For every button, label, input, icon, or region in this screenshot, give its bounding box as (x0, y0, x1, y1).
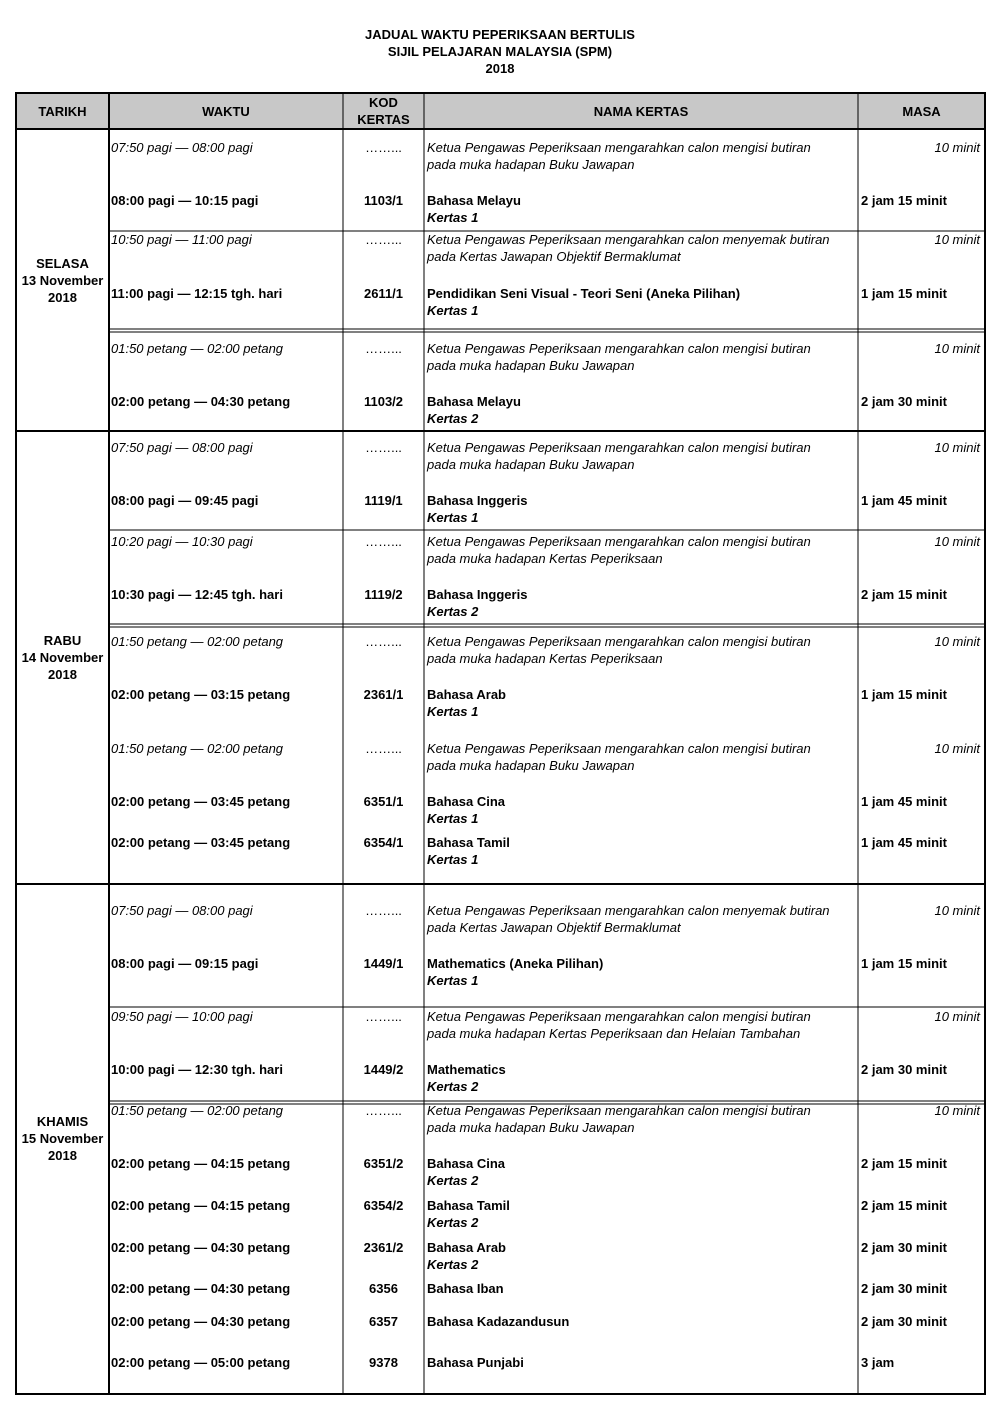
row-nama-kertas: Bahasa Cina (427, 794, 506, 809)
row-kertas-number: Kertas 1 (427, 210, 479, 225)
row-nama-kertas-line2: pada muka hadapan Buku Jawapan (427, 457, 635, 472)
row-kod-kertas: 1103/2 (363, 394, 404, 409)
row-kod-kertas: ……... (365, 1103, 402, 1118)
row-nama-kertas-line2: pada Kertas Jawapan Objektif Bermaklumat (427, 920, 681, 935)
row-time: 08:00 pagi — 09:15 pagi (111, 956, 259, 971)
row-masa: 10 minit (934, 1103, 980, 1118)
row-masa: 2 jam 30 minit (861, 1314, 947, 1329)
row-nama-kertas: Mathematics (427, 1062, 506, 1077)
row-masa: 1 jam 45 minit (861, 794, 947, 809)
row-masa: 2 jam 30 minit (861, 1062, 947, 1077)
row-time: 10:50 pagi — 11:00 pagi (111, 232, 252, 247)
day-2-year: 2018 (48, 667, 77, 682)
row-masa: 2 jam 30 minit (861, 1240, 947, 1255)
row-time: 07:50 pagi — 08:00 pagi (111, 440, 253, 455)
row-time: 02:00 petang — 04:15 petang (111, 1156, 291, 1171)
row-nama-kertas: Bahasa Cina (427, 1156, 506, 1171)
row-masa: 2 jam 30 minit (861, 1281, 947, 1296)
row-masa: 10 minit (934, 534, 980, 549)
row-kod-kertas: 6356 (369, 1281, 398, 1296)
row-time: 08:00 pagi — 10:15 pagi (111, 193, 259, 208)
row-masa: 10 minit (934, 232, 980, 247)
row-masa: 1 jam 15 minit (861, 956, 947, 971)
row-nama-kertas-line2: pada muka hadapan Buku Jawapan (427, 1120, 635, 1135)
row-nama-kertas-line2: pada muka hadapan Buku Jawapan (427, 157, 635, 172)
row-kertas-number: Kertas 1 (427, 510, 479, 525)
row-kertas-number: Kertas 2 (427, 1173, 479, 1188)
row-kod-kertas: ……... (365, 341, 402, 356)
row-nama-kertas-line2: pada Kertas Jawapan Objektif Bermaklumat (427, 249, 681, 264)
row-nama-kertas: Bahasa Tamil (427, 1198, 510, 1213)
row-masa: 10 minit (934, 903, 980, 918)
row-masa: 2 jam 15 minit (861, 1156, 947, 1171)
row-masa: 10 minit (934, 140, 980, 155)
row-time: 10:30 pagi — 12:45 tgh. hari (111, 587, 283, 602)
row-kod-kertas: 6354/1 (363, 835, 404, 850)
row-time: 10:00 pagi — 12:30 tgh. hari (111, 1062, 283, 1077)
row-nama-kertas-line2: pada muka hadapan Kertas Peperiksaan dan Helaian Tambahan (427, 1026, 801, 1041)
row-kod-kertas: 2611/1 (363, 286, 404, 301)
row-nama-kertas: Ketua Pengawas Peperiksaan mengarahkan calon mengisi butiran (427, 140, 811, 155)
row-masa: 2 jam 15 minit (861, 587, 947, 602)
row-kod-kertas: 1119/2 (364, 587, 403, 602)
row-nama-kertas: Bahasa Kadazandusun (427, 1314, 570, 1329)
row-masa: 1 jam 15 minit (861, 687, 947, 702)
row-nama-kertas: Bahasa Tamil (427, 835, 510, 850)
row-time: 11:00 pagi — 12:15 tgh. hari (111, 286, 283, 301)
row-kod-kertas: 1449/2 (363, 1062, 404, 1077)
row-nama-kertas: Bahasa Punjabi (427, 1355, 524, 1370)
row-kertas-number: Kertas 2 (427, 411, 479, 426)
row-kertas-number: Kertas 1 (427, 852, 479, 867)
row-nama-kertas-line2: pada muka hadapan Buku Jawapan (427, 358, 635, 373)
row-kertas-number: Kertas 1 (427, 811, 479, 826)
header-tarikh: TARIKH (38, 104, 87, 119)
row-time: 01:50 petang — 02:00 petang (111, 1103, 284, 1118)
row-nama-kertas: Bahasa Melayu (427, 394, 521, 409)
row-kod-kertas: 1449/1 (363, 956, 404, 971)
row-kertas-number: Kertas 1 (427, 704, 479, 719)
row-nama-kertas: Ketua Pengawas Peperiksaan mengarahkan calon mengisi butiran (427, 1103, 811, 1118)
row-kod-kertas: ……... (365, 741, 402, 756)
row-time: 02:00 petang — 04:30 petang (111, 1240, 291, 1255)
header-waktu: WAKTU (202, 104, 250, 119)
row-masa: 10 minit (934, 440, 980, 455)
row-time: 01:50 petang — 02:00 petang (111, 741, 284, 756)
row-nama-kertas: Ketua Pengawas Peperiksaan mengarahkan calon mengisi butiran (427, 341, 811, 356)
row-masa: 10 minit (934, 1009, 980, 1024)
day-1-year: 2018 (48, 290, 77, 305)
row-time: 01:50 petang — 02:00 petang (111, 341, 284, 356)
row-nama-kertas: Bahasa Iban (427, 1281, 504, 1296)
row-time: 02:00 petang — 04:30 petang (111, 1281, 291, 1296)
row-kod-kertas: 1103/1 (363, 193, 404, 208)
row-time: 07:50 pagi — 08:00 pagi (111, 140, 253, 155)
row-time: 02:00 petang — 03:45 petang (111, 835, 291, 850)
row-time: 02:00 petang — 04:30 petang (111, 1314, 291, 1329)
row-masa: 10 minit (934, 741, 980, 756)
row-kod-kertas: 2361/1 (363, 687, 404, 702)
header-masa: MASA (902, 104, 941, 119)
row-kod-kertas: ……... (365, 534, 402, 549)
row-kod-kertas: 6357 (369, 1314, 398, 1329)
row-kertas-number: Kertas 2 (427, 1079, 479, 1094)
row-masa: 10 minit (934, 341, 980, 356)
row-kod-kertas: ……... (365, 1009, 402, 1024)
row-nama-kertas: Ketua Pengawas Peperiksaan mengarahkan calon mengisi butiran (427, 1009, 811, 1024)
day-3-name: KHAMIS (36, 1114, 89, 1129)
row-time: 10:20 pagi — 10:30 pagi (111, 534, 253, 549)
row-nama-kertas-line2: pada muka hadapan Kertas Peperiksaan (427, 551, 663, 566)
document-title-line2: SIJIL PELAJARAN MALAYSIA (SPM) (387, 44, 613, 59)
row-masa: 1 jam 15 minit (861, 286, 947, 301)
row-kertas-number: Kertas 2 (427, 604, 479, 619)
document-title-line1: JADUAL WAKTU PEPERIKSAAN BERTULIS (365, 27, 635, 42)
row-time: 09:50 pagi — 10:00 pagi (111, 1009, 253, 1024)
row-time: 02:00 petang — 05:00 petang (111, 1355, 291, 1370)
header-kod-line2: KERTAS (357, 112, 410, 127)
row-kod-kertas: ……... (365, 903, 402, 918)
row-kertas-number: Kertas 1 (427, 303, 479, 318)
row-kod-kertas: ……... (365, 440, 402, 455)
row-masa: 2 jam 15 minit (861, 193, 947, 208)
row-time: 07:50 pagi — 08:00 pagi (111, 903, 253, 918)
row-nama-kertas: Ketua Pengawas Peperiksaan mengarahkan calon menyemak butiran (427, 232, 830, 247)
row-nama-kertas: Bahasa Inggeris (427, 587, 528, 602)
day-1-date: 13 November (21, 273, 104, 288)
day-2-name: RABU (43, 633, 82, 648)
row-masa: 3 jam (861, 1355, 895, 1370)
row-kod-kertas: 9378 (369, 1355, 398, 1370)
row-masa: 2 jam 30 minit (861, 394, 947, 409)
day-2-date: 14 November (21, 650, 104, 665)
header-nama-kertas: NAMA KERTAS (593, 104, 689, 119)
row-nama-kertas: Mathematics (Aneka Pilihan) (427, 956, 604, 971)
row-time: 02:00 petang — 04:30 petang (111, 394, 291, 409)
row-time: 02:00 petang — 03:45 petang (111, 794, 291, 809)
row-nama-kertas: Ketua Pengawas Peperiksaan mengarahkan calon mengisi butiran (427, 741, 811, 756)
row-kod-kertas: 1119/1 (364, 493, 403, 508)
document-title-line3: 2018 (485, 61, 515, 76)
row-nama-kertas: Bahasa Arab (427, 1240, 506, 1255)
row-kod-kertas: 2361/2 (363, 1240, 404, 1255)
row-masa: 2 jam 15 minit (861, 1198, 947, 1213)
row-kertas-number: Kertas 2 (427, 1257, 479, 1272)
row-kod-kertas: ……... (365, 634, 402, 649)
row-time: 02:00 petang — 03:15 petang (111, 687, 291, 702)
row-nama-kertas-line2: pada muka hadapan Kertas Peperiksaan (427, 651, 663, 666)
row-kertas-number: Kertas 2 (427, 1215, 479, 1230)
row-time: 02:00 petang — 04:15 petang (111, 1198, 291, 1213)
row-nama-kertas: Pendidikan Seni Visual - Teori Seni (Aneka Pilihan) (427, 286, 741, 301)
row-kod-kertas: ……... (365, 140, 402, 155)
row-kod-kertas: 6351/1 (363, 794, 404, 809)
row-kod-kertas: 6354/2 (363, 1198, 404, 1213)
row-kod-kertas: ……... (365, 232, 402, 247)
row-masa: 1 jam 45 minit (861, 493, 947, 508)
row-nama-kertas: Bahasa Arab (427, 687, 506, 702)
row-time: 08:00 pagi — 09:45 pagi (111, 493, 259, 508)
day-1-name: SELASA (36, 256, 89, 271)
row-masa: 10 minit (934, 634, 980, 649)
row-nama-kertas: Bahasa Melayu (427, 193, 521, 208)
row-kertas-number: Kertas 1 (427, 973, 479, 988)
row-masa: 1 jam 45 minit (861, 835, 947, 850)
day-3-year: 2018 (48, 1148, 77, 1163)
row-nama-kertas: Ketua Pengawas Peperiksaan mengarahkan calon mengisi butiran (427, 634, 811, 649)
row-nama-kertas-line2: pada muka hadapan Buku Jawapan (427, 758, 635, 773)
day-3-date: 15 November (21, 1131, 104, 1146)
row-kod-kertas: 6351/2 (363, 1156, 404, 1171)
row-nama-kertas: Ketua Pengawas Peperiksaan mengarahkan calon menyemak butiran (427, 903, 830, 918)
row-nama-kertas: Bahasa Inggeris (427, 493, 528, 508)
row-time: 01:50 petang — 02:00 petang (111, 634, 284, 649)
row-nama-kertas: Ketua Pengawas Peperiksaan mengarahkan calon mengisi butiran (427, 534, 811, 549)
row-nama-kertas: Ketua Pengawas Peperiksaan mengarahkan calon mengisi butiran (427, 440, 811, 455)
header-kod-line1: KOD (369, 95, 398, 110)
